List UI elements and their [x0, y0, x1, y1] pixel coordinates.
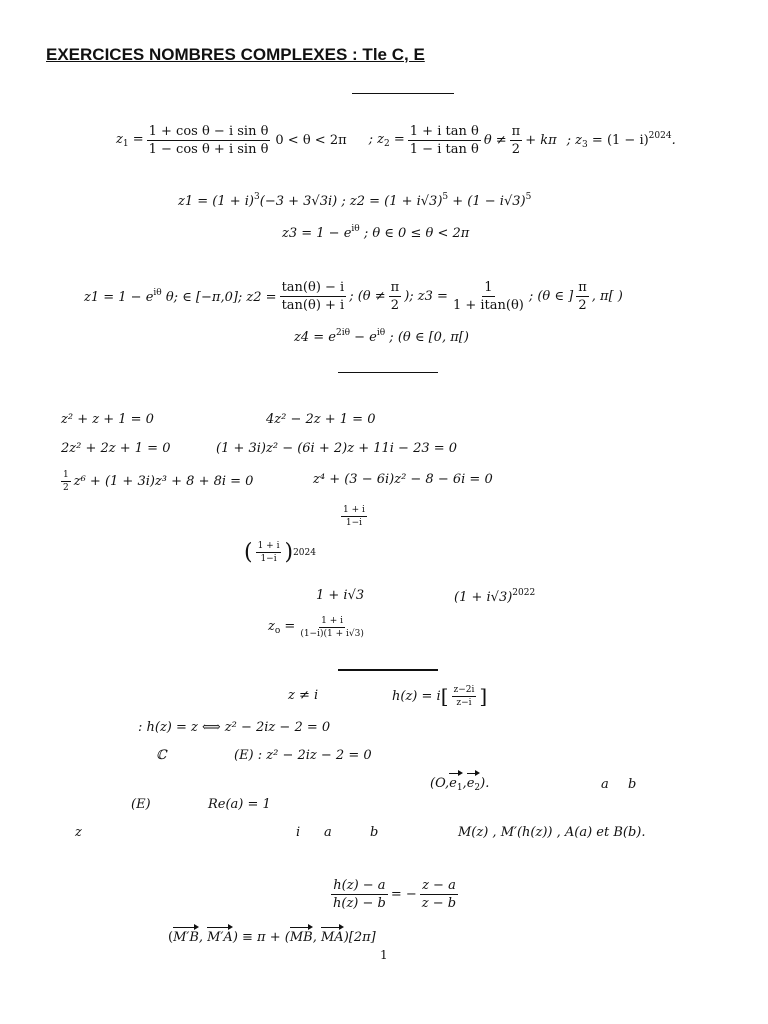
label-i: i [296, 825, 301, 840]
exercise-3-line-1: $z1 = 1 - e^{i\theta}$ θ; ∈ [−π,0]; z2 = $\frac{\tan(\theta) - i}{\tan(\theta) + i}$ ; (θ ≠ $\frac{\pi}{2}$ ); z3 = $\frac{1}{1 + itan(\theta)}$ ; (θ ∈ ] $\frac{\pi}{2}$ , π[ ) [84, 280, 623, 313]
z2-fraction [408, 124, 481, 157]
exercise-2-line-1: $z1 = (1 + i)^3(-3 + 3√3i)$ ; $z2 = (1 + i√3)^5 + (1 - i√3)^5$ [178, 192, 532, 209]
z2-denominator: 1 − i tan θ [409, 142, 479, 157]
h-definition: h(z) = i [ $\frac{z-2i}{z-i}$ ] [392, 684, 488, 708]
z2-condition-post: + kπ [525, 133, 557, 148]
equation-4: (1 + 3i)z² − (6i + 2)z + 11i − 23 = 0 [216, 441, 458, 456]
equation-1: z² + z + 1 = 0 [61, 412, 154, 427]
condition-z-not-i: z ≠ i [288, 688, 319, 703]
separator-line [352, 93, 454, 94]
z2-condition-fraction: $\frac{\pi}{2}$ [511, 124, 521, 157]
z1-fraction [147, 124, 271, 157]
fraction-power-2024: ( $\frac{1 + i}{1-i}$ ) 2024 [244, 540, 316, 565]
label-z: z [75, 825, 82, 840]
fixed-point-equation: : h(z) = z ⟺ z² − 2iz − 2 = 0 [138, 720, 331, 735]
label-a: a [601, 777, 609, 792]
label-b: b [628, 777, 637, 792]
exercise-1-expressions [116, 124, 676, 157]
equation-5: $\frac{1}{2}$ z⁶ + (1 + 3i)z³ + 8 + 8i = 0 [63, 470, 254, 493]
page-title: EXERCICES NOMBRES COMPLEXES : Tle C, E [46, 45, 425, 64]
z1-condition: 0 < θ < 2π [275, 133, 347, 148]
equation-3: 2z² + 2z + 1 = 0 [61, 441, 171, 456]
complex-set-symbol: ℂ [156, 748, 167, 763]
equation-2: 4z² − 2z + 1 = 0 [266, 412, 376, 427]
separator-line [338, 669, 438, 671]
z1-denominator: 1 − cos θ + i sin θ [148, 142, 269, 157]
exercise-2-line-2: $z3 = 1 - e^{i\theta}$ ; θ ∈ 0 ≤ θ < 2π [282, 224, 470, 241]
equation-6: z⁴ + (3 − 6i)z² − 8 − 6i = 0 [313, 472, 493, 487]
label-b-2: b [370, 825, 379, 840]
exercise-3-line-2: $z4 = e^{2i\theta} - e^{i\theta}$ ; (θ ∈ [0, π[) [294, 328, 469, 345]
real-part-a: Re(a) = 1 [208, 797, 271, 812]
z0-definition: $z_o$ = $\frac{1 + i}{(1-i)(1 + i√3)}$ [268, 616, 364, 639]
separator-line [338, 372, 438, 373]
expression-power-2022: $(1 + i√3)^{2022}$ [454, 588, 536, 605]
label-E: (E) [131, 797, 151, 812]
equation-E: (E) : z² − 2iz − 2 = 0 [234, 748, 372, 763]
orthonormal-frame: $(O,e_1,e_2)$. [430, 776, 490, 793]
expression-1-plus-i-sqrt3: 1 + i√3 [316, 588, 365, 603]
z2-numerator: 1 + i tan θ [409, 124, 479, 139]
z3-fraction: $\frac{1}{1 + itan(\theta)}$ [452, 280, 524, 313]
angle-equation: (M′B, M′A) ≡ π + (MB, MA)[2π] [168, 930, 376, 945]
points-definition: M(z) , M′(h(z)) , A(a) et B(b). [458, 825, 646, 840]
z2-label: ; $z_2$ = [368, 132, 405, 149]
ratio-equation: $\frac{h(z) - a}{h(z) - b}$ = − $\frac{z - a}{z - b}$ [333, 878, 457, 911]
z1-label: $z_1$ = [116, 132, 144, 149]
z1-numerator: 1 + cos θ − i sin θ [148, 124, 269, 139]
page-number: 1 [380, 948, 388, 962]
z3-expression: ; $z_3 = (1 - i)^{2024}$. [566, 131, 676, 150]
label-a-2: a [324, 825, 332, 840]
z2-condition-pre: θ ≠ [483, 133, 507, 148]
z2-tan-fraction: $\frac{\tan(\theta) - i}{\tan(\theta) + i}$ [281, 280, 345, 313]
fraction-1-plus-i: $\frac{1 + i}{1-i}$ [343, 505, 365, 528]
